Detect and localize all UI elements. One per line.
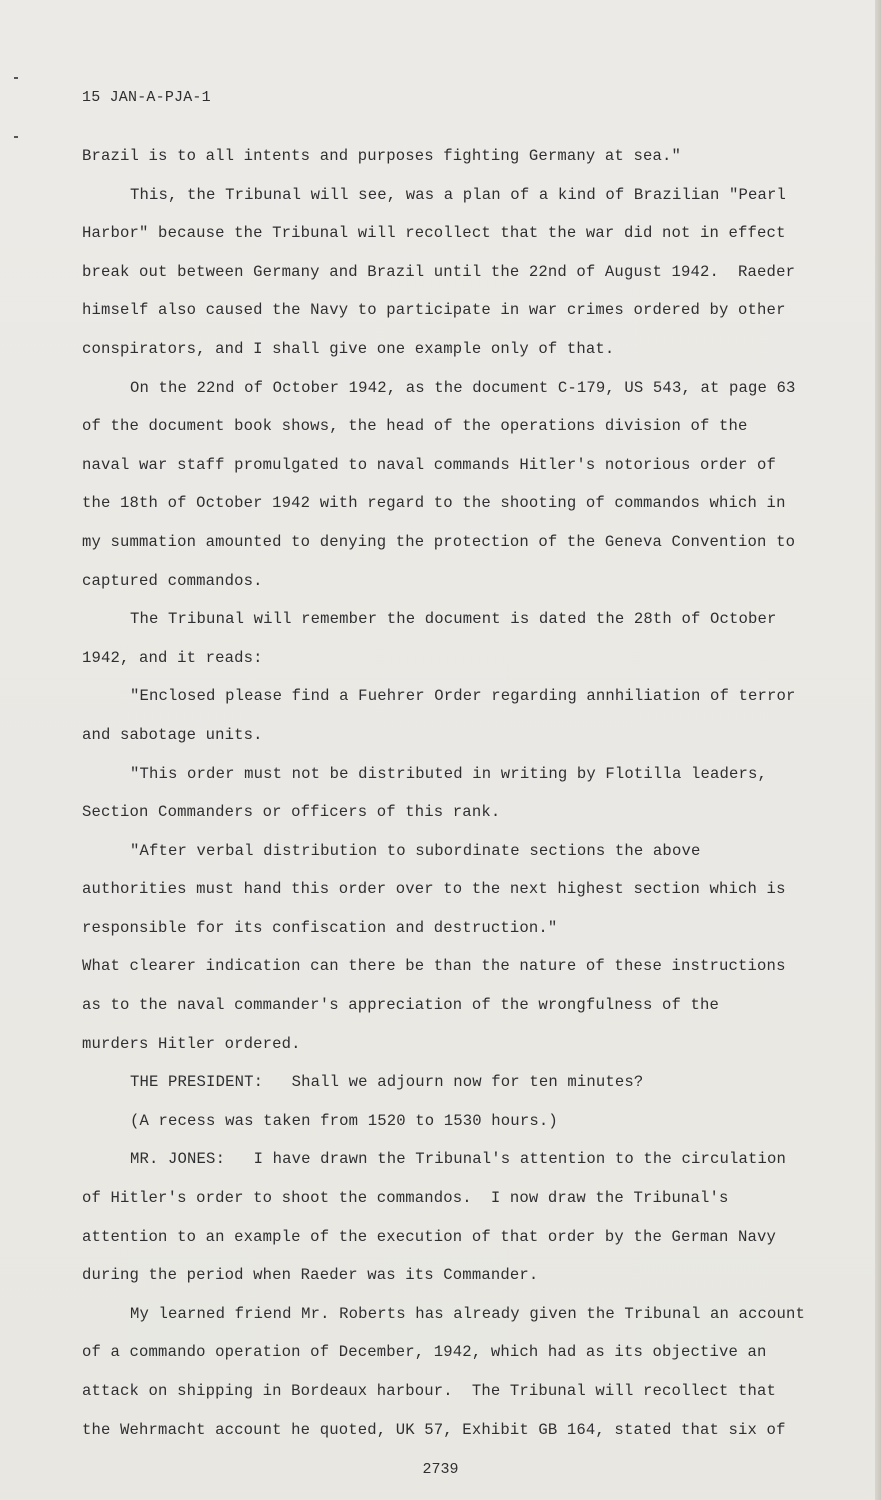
transcript-line: MR. JONES: I have drawn the Tribunal's attention to the circulation <box>130 1150 787 1169</box>
transcript-line: the 18th of October 1942 with regard to the shooting of commandos which in <box>82 494 786 513</box>
transcript-line: THE PRESIDENT: Shall we adjourn now for ten minutes? <box>130 1073 644 1092</box>
document-reference: 15 JAN-A-PJA-1 <box>82 89 211 106</box>
transcript-line: attack on shipping in Bordeaux harbour. The Tribunal will recollect that <box>82 1382 777 1400</box>
transcript-line: naval war staff promulgated to naval commands Hitler's notorious order of <box>82 455 777 474</box>
page-edge-shadow <box>875 0 881 1500</box>
transcript-line: "After verbal distribution to subordinate sections the above <box>130 841 701 860</box>
transcript-line: of the document book shows, the head of the operations division of the <box>82 417 748 436</box>
transcript-line: captured commandos. <box>82 571 263 590</box>
transcript-line: himself also caused the Navy to participate in war crimes ordered by other <box>82 301 786 320</box>
transcript-line: 1942, and it reads: <box>82 648 263 667</box>
transcript-line: What clearer indication can there be than the nature of these instructions <box>82 957 786 976</box>
margin-mark <box>14 77 18 79</box>
transcript-line: authorities must hand this order over to the next highest section which is <box>82 880 786 899</box>
transcript-line: Brazil is to all intents and purposes fighting Germany at sea." <box>82 147 681 165</box>
transcript-line: attention to an example of the execution of that order by the German Navy <box>82 1227 777 1246</box>
transcript-line: of a commando operation of December, 1942, which had as its objective an <box>82 1343 767 1362</box>
transcript-line: murders Hitler ordered. <box>82 1034 301 1053</box>
transcript-line: "This order must not be distributed in writing by Flotilla leaders, <box>130 764 768 783</box>
transcript-line: Harbor" because the Tribunal will recollect that the war did not in effect <box>82 224 786 243</box>
page-number: 2739 <box>422 1461 459 1478</box>
transcript-line: of Hitler's order to shoot the commandos. I now draw the Tribunal's <box>82 1189 729 1208</box>
transcript-line: during the period when Raeder was its Commander. <box>82 1266 539 1285</box>
transcript-line: the Wehrmacht account he quoted, UK 57, Exhibit GB 164, stated that six of <box>82 1420 786 1439</box>
transcript-line: Section Commanders or officers of this rank. <box>82 803 501 822</box>
transcript-line: my summation amounted to denying the protection of the Geneva Convention to <box>82 532 796 551</box>
transcript-line: This, the Tribunal will see, was a plan of a kind of Brazilian "Pearl <box>130 185 787 204</box>
transcript-body <box>82 137 822 1449</box>
transcript-line: My learned friend Mr. Roberts has already given the Tribunal an account <box>130 1304 806 1323</box>
transcript-line: conspirators, and I shall give one example only of that. <box>82 339 615 358</box>
transcript-line: On the 22nd of October 1942, as the document C-179, US 543, at page 63 <box>130 378 796 397</box>
transcript-line: (A recess was taken from 1520 to 1530 hours.) <box>130 1111 558 1130</box>
margin-mark <box>14 136 18 138</box>
transcript-line: break out between Germany and Brazil until the 22nd of August 1942. Raeder <box>82 262 796 281</box>
transcript-line: as to the naval commander's appreciation of the wrongfulness of the <box>82 996 720 1015</box>
transcript-line: and sabotage units. <box>82 725 263 744</box>
transcript-line: responsible for its confiscation and destruction." <box>82 918 558 937</box>
transcript-line: The Tribunal will remember the document is dated the 28th of October <box>130 610 777 629</box>
transcript-line: "Enclosed please find a Fuehrer Order regarding annhiliation of terror <box>130 687 796 706</box>
